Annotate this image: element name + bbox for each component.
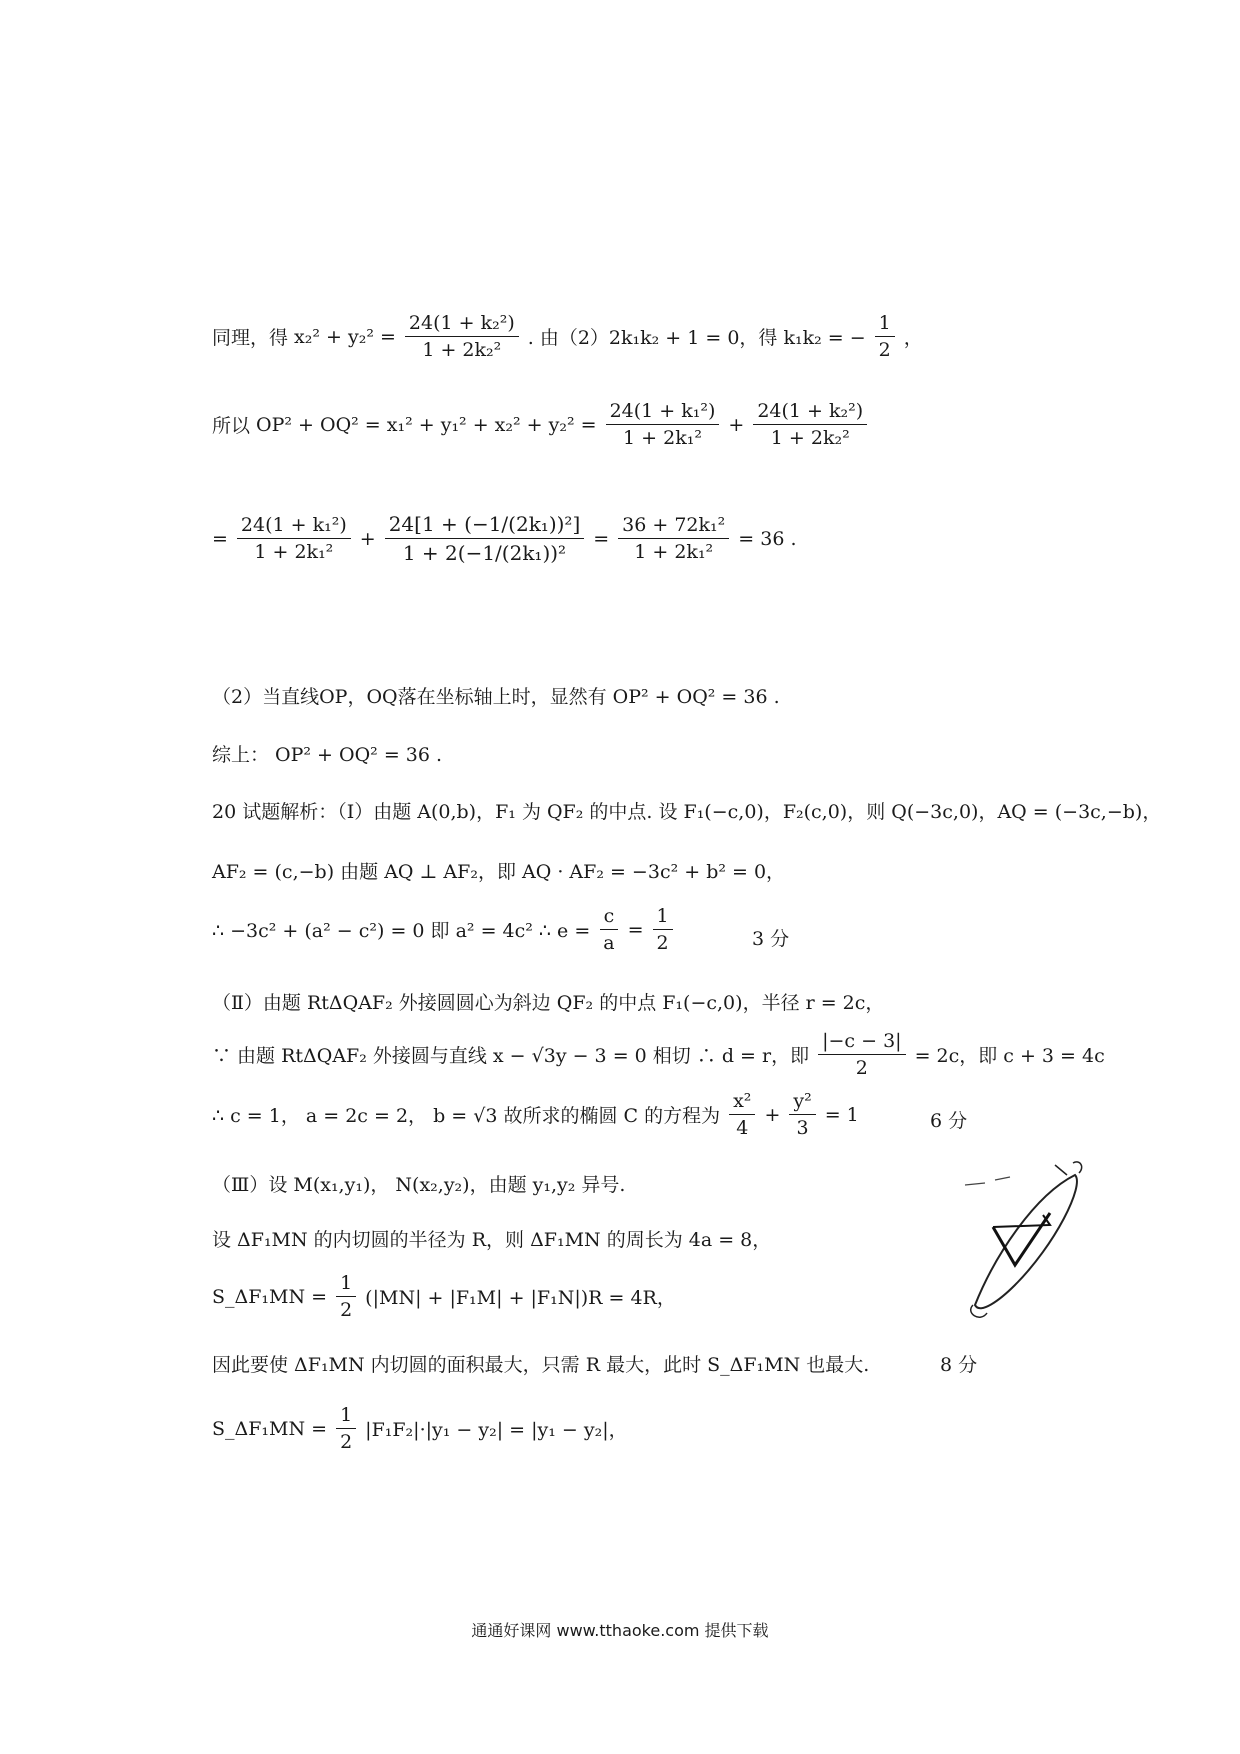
fraction: $\frac{\text{24(1 + k₂²)}}{\text{1 + 2k₂²}}$ [753,400,867,449]
fraction: $\frac{\text{24(1 + k₂²)}}{\text{1 + 2k₂²}}$ [405,312,519,361]
equation-line [212,512,797,565]
text-line: （Ⅱ）由题 RtΔQAF₂ 外接圆圆心为斜边 QF₂ 的中点 F₁(−c,0)，半径 r = 2c， [212,992,885,1014]
score-label: 8 分 [940,1354,978,1376]
fraction: $\frac{\text{y²}}{3}$ [789,1090,815,1139]
text: 同理，得 [212,327,289,349]
sketch-marks [1055,1162,1082,1175]
equation-line: ∴ c = 1， a = 2c = 2， b = √3 故所求的椭圆 C 的方程为 $\frac{\text{x²}}{4}$ + $\frac{\text{y²}}{3}$ = 1 [212,1090,859,1139]
sketch-lines [993,1215,1050,1227]
fraction: $\frac{\text{24[1 + (−1/(2k₁))²]}}{\text{1 + 2(−1/(2k₁))²}}$ [385,512,585,565]
text-line: 20 试题解析：（Ⅰ）由题 A(0,b)，F₁ 为 QF₂ 的中点. 设 F₁(−c,0)，F₂(c,0)，则 Q(−3c,0)，AQ = (−3c,−b)， [212,801,1162,823]
hand-drawn-ellipse-sketch [955,1155,1095,1325]
fraction: $\frac{1}{2}$ [336,1272,356,1321]
equation-line: ∵ 由题 RtΔQAF₂ 外接圆与直线 x − √3y − 3 = 0 相切 ∴ d = r，即 $\frac{|-c - 3|}{2}$ = 2c，即 c + 3 = 4c [212,1030,1105,1079]
text-line: 设 ΔF₁MN 的内切圆的半径为 R，则 ΔF₁MN 的周长为 4a = 8， [212,1229,772,1251]
text: = 36 . [738,527,797,550]
operator: = [593,527,610,550]
operator: + [728,413,745,436]
fraction: $\frac{\text{x²}}{4}$ [729,1090,755,1139]
footer-watermark: 通通好课网 www.tthaoke.com 提供下载 [471,1621,769,1640]
fraction: $\frac{|-c - 3|}{2}$ [818,1030,905,1079]
fraction: $\frac{\text{24(1 + k₁²)}}{\text{1 + 2k₁²}}$ [606,400,720,449]
math: x₂² + y₂² = [294,325,396,348]
sketch-triangle [993,1213,1050,1265]
text: 所以 [212,415,251,437]
fraction: $\frac{1}{2}$ [653,905,673,954]
text: . 由（2）2k₁k₂ + 1 = 0，得 k₁k₂ = − [527,327,866,349]
text-line: （2）当直线OP，OQ落在坐标轴上时，显然有 OP² + OQ² = 36 . [212,686,780,708]
operator: + [359,527,376,550]
text-line: （Ⅲ）设 M(x₁,y₁)， N(x₂,y₂)，由题 y₁,y₂ 异号. [212,1174,626,1196]
text-line: 综上： OP² + OQ² = 36 . [212,744,443,766]
equation-line [212,312,923,361]
sketch-ellipse [975,1175,1077,1308]
fraction: $\frac{\text{24(1 + k₁²)}}{\text{1 + 2k₁²}}$ [237,514,351,563]
text-line: 因此要使 ΔF₁MN 内切圆的面积最大，只需 R 最大，此时 S_ΔF₁MN 也最大. [212,1354,870,1376]
fraction: $\frac{\text{36 + 72k₁²}}{\text{1 + 2k₁²}}$ [618,514,729,563]
sketch-axis [965,1177,1010,1185]
equation-line: S_ΔF₁MN = $\frac{1}{2}$ |F₁F₂|·|y₁ − y₂| = |y₁ − y₂|， [212,1404,628,1453]
fraction: $\frac{1}{2}$ [875,312,895,361]
text: ， [903,327,923,349]
text-line: AF₂ = (c,−b) 由题 AQ ⊥ AF₂，即 AQ · AF₂ = −3c² + b² = 0， [212,861,786,883]
score-label: 6 分 [930,1110,968,1132]
math: OP² + OQ² = x₁² + y₁² + x₂² + y₂² = [256,413,597,436]
equation-line: S_ΔF₁MN = $\frac{1}{2}$ (|MN| + |F₁M| + |F₁N|)R = 4R， [212,1272,676,1321]
equation-line: ∴ −3c² + (a² − c²) = 0 即 a² = 4c² ∴ e = $\frac{c}{a}$ = $\frac{1}{2}$ [212,905,676,954]
score-label: 3 分 [752,928,790,950]
fraction: $\frac{c}{a}$ [599,905,618,954]
operator: = [212,527,228,550]
fraction: $\frac{1}{2}$ [336,1404,356,1453]
equation-line [212,400,870,449]
